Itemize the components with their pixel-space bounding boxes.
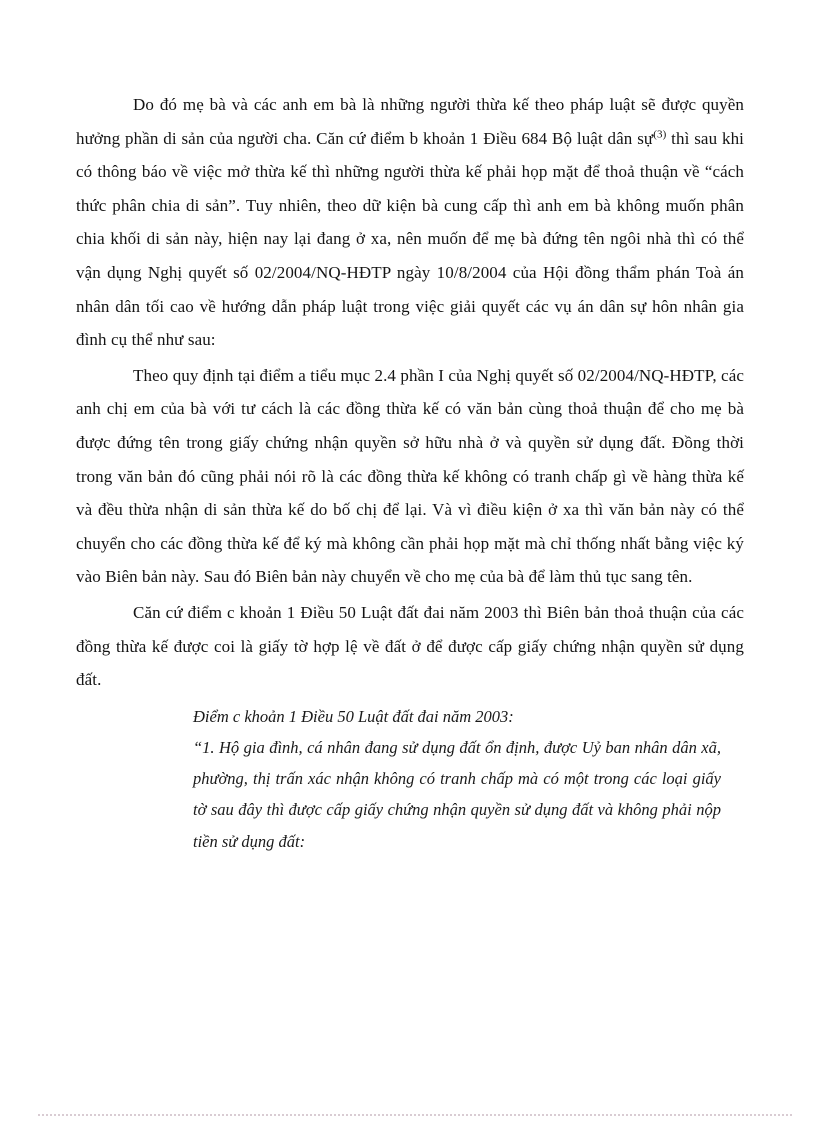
- legal-quote-block: [193, 701, 721, 857]
- paragraph-1-continuation: thì sau khi có thông báo về việc mở thừa kế thì những người thừa kế phải họp mặt để thoả thuận về “cách thức phân chia di sản”. Tuy nhiên, theo dữ kiện bà cung cấp thì anh em bà không muốn phân chia khối di sản này, hiện nay lại đang ở xa, nên muốn để mẹ bà đứng tên ngôi nhà thì có thể vận dụng Nghị quyết số 02/2004/NQ-HĐTP ngày 10/8/2004 của Hội đồng thẩm phán Toà án nhân dân tối cao về hướng dẫn pháp luật trong việc giải quyết các vụ án dân sự hôn nhân gia đình cụ thể như sau:: [76, 128, 744, 350]
- paragraph-2: Theo quy định tại điểm a tiểu mục 2.4 phần I của Nghị quyết số 02/2004/NQ-HĐTP, các anh chị em của bà với tư cách là các đồng thừa kế có văn bản cùng thoả thuận để cho mẹ bà được đứng tên trong giấy chứng nhận quyền sở hữu nhà ở và quyền sử dụng đất. Đồng thời trong văn bản đó cũng phải nói rõ là các đồng thừa kế không có tranh chấp gì về hàng thừa kế và đều thừa nhận di sản thừa kế do bố chị để lại. Và vì điều kiện ở xa thì văn bản này có thể chuyển cho các đồng thừa kế để ký mà không cần phải họp mặt mà chỉ thống nhất bằng việc ký vào Biên bản này. Sau đó Biên bản này chuyển về cho mẹ của bà để làm thủ tục sang tên.: [76, 365, 744, 587]
- paragraph-1-text: Do đó mẹ bà và các anh em bà là những người thừa kế theo pháp luật sẽ được quyền hưởng phần di sản của người cha. Căn cứ điểm b khoản 1 Điều 684 Bộ luật dân sự: [76, 95, 744, 148]
- document-content: [76, 88, 744, 857]
- paragraph-3: Căn cứ điểm c khoản 1 Điều 50 Luật đất đai năm 2003 thì Biên bản thoả thuận của các đồng thừa kế được coi là giấy tờ hợp lệ về đất ở để được cấp giấy chứng nhận quyền sử dụng đất.: [76, 602, 744, 690]
- quote-heading: Điểm c khoản 1 Điều 50 Luật đất đai năm 2003:: [193, 706, 514, 726]
- quote-body: “1. Hộ gia đình, cá nhân đang sử dụng đất ổn định, được Uỷ ban nhân dân xã, phường, thị trấn xác nhận không có tranh chấp mà có một trong các loại giấy tờ sau đây thì được cấp giấy chứng nhận quyền sử dụng đất và không phải nộp tiền sử dụng đất:: [193, 737, 721, 851]
- footnote-separator: [38, 1114, 792, 1116]
- footnote-ref-3: (3): [653, 127, 667, 140]
- paragraph-1: [76, 88, 744, 357]
